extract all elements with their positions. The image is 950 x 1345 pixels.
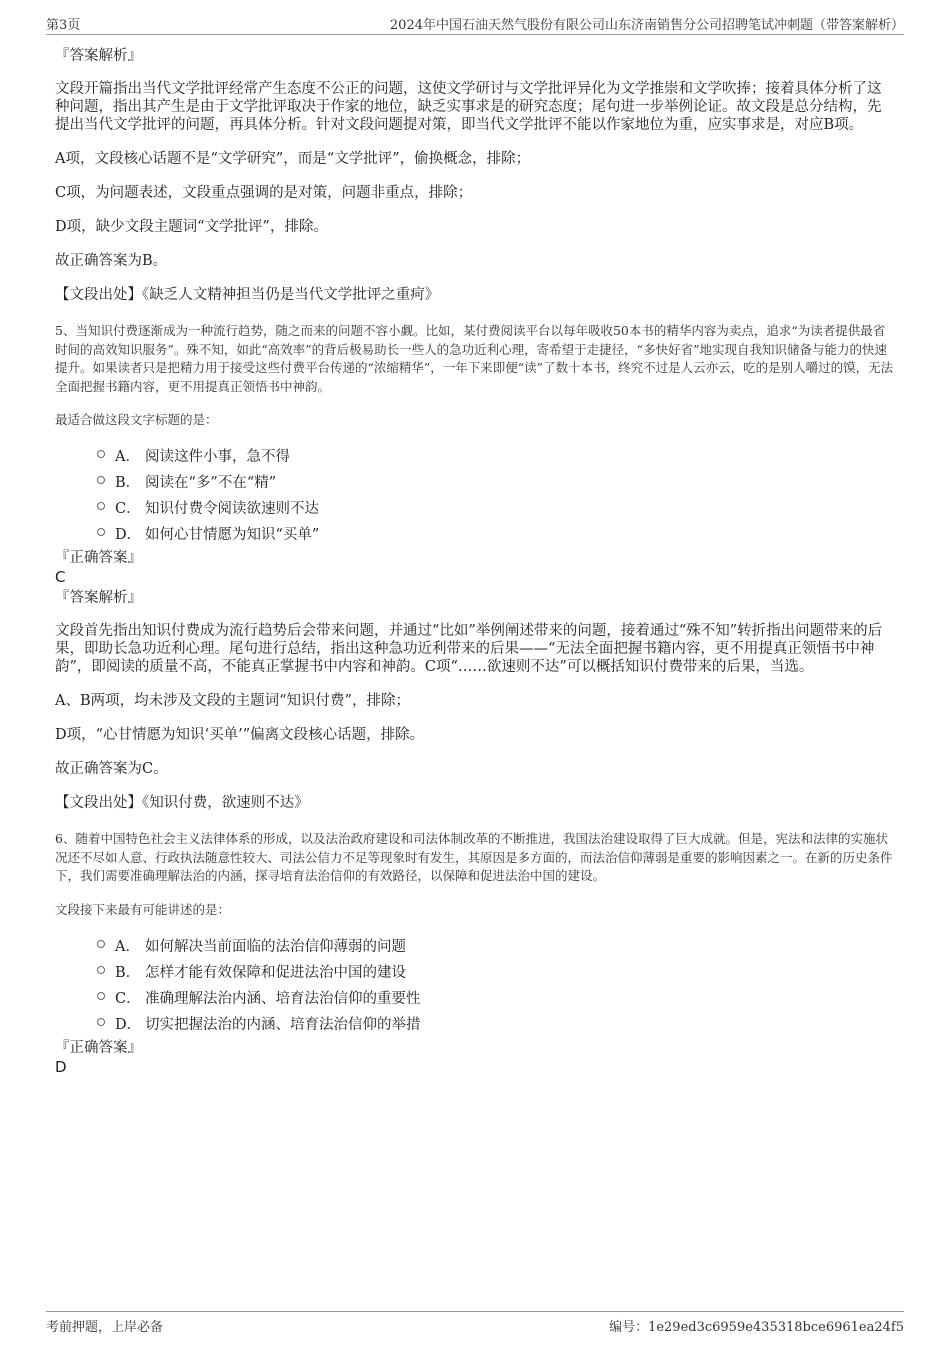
- option-a[interactable]: [55, 442, 895, 468]
- analysis-conclusion: 故正确答案为C。: [55, 761, 168, 777]
- analysis-point: A、B两项，均未涉及文段的主题词“知识付费”，排除；: [55, 693, 410, 709]
- option-letter: D．: [115, 1016, 142, 1033]
- radio-icon[interactable]: [97, 966, 105, 974]
- option-b[interactable]: [55, 958, 895, 984]
- correct-answer: D: [55, 1057, 67, 1076]
- question-stem: 6、随着中国特色社会主义法律体系的形成，以及法治政府建设和司法体制改革的不断推进，我国法治建设取得了巨大成就。但是，宪法和法律的实施状况还不尽如人意、行政执法随意性较大、司法公信力不足等现象时有发生，其原因是多方面的，而法治信仰薄弱是重要的影响因素之一。在新的历史条件下，我们需要准确理解法治的内涵，探寻培育法治信仰的有效路径，以保障和促进法治中国的建设。: [55, 831, 893, 883]
- option-list: [55, 932, 895, 1036]
- option-c[interactable]: [55, 494, 895, 520]
- option-list: [55, 442, 895, 546]
- radio-icon[interactable]: [97, 992, 105, 1000]
- document-title: 2024年中国石油天然气股份有限公司山东济南销售分公司招聘笔试冲刺题（带答案解析）: [389, 18, 904, 33]
- page-footer: [46, 1311, 904, 1336]
- radio-icon[interactable]: [97, 528, 105, 536]
- page-header: [46, 12, 904, 35]
- option-letter: C．: [115, 501, 141, 517]
- option-text: 怎样才能有效保障和促进法治中国的建设: [145, 964, 406, 981]
- radio-icon[interactable]: [97, 476, 105, 484]
- option-letter: B．: [115, 964, 141, 981]
- option-text: 如何解决当前面临的法治信仰薄弱的问题: [145, 938, 406, 955]
- option-letter: B．: [115, 475, 141, 491]
- option-text: 切实把握法治的内涵、培育法治信仰的举措: [145, 1016, 421, 1033]
- option-d[interactable]: [55, 1010, 895, 1036]
- footer-slogan: 考前押题，上岸必备: [46, 1320, 164, 1335]
- analysis-conclusion: 故正确答案为B。: [55, 253, 168, 269]
- analysis-point: A项，文段核心话题不是“文学研究”，而是“文学批评”，偷换概念，排除；: [55, 151, 531, 167]
- radio-icon[interactable]: [97, 1018, 105, 1026]
- analysis-text: 文段开篇指出当代文学批评经常产生态度不公正的问题，这使文学研讨与文学批评异化为文学推崇和文学吹捧；接着具体分析了这种问题，指出其产生是由于文学批评取决于作家的地位，缺乏实事求是的研究态度；尾句进一步举例论证。故文段是总分结构，先提出当代文学批评的问题，再具体分析。针对文段问题提对策，即当代文学批评不能以作家地位为重，应实事求是，对应B项。: [55, 81, 882, 133]
- analysis-point: C项，为问题表述，文段重点强调的是对策，问题非重点，排除；: [55, 185, 473, 201]
- analysis-point: D项，“心甘情愿为知识‘买单’”偏离文段核心话题，排除。: [55, 727, 425, 743]
- option-text: 知识付费令阅读欲速则不达: [145, 501, 319, 517]
- option-a[interactable]: [55, 932, 895, 958]
- option-d[interactable]: [55, 520, 895, 546]
- option-text: 如何心甘情愿为知识“买单”: [145, 527, 320, 543]
- correct-answer: C: [55, 568, 66, 586]
- correct-answer-label: 『正确答案』: [55, 1039, 142, 1056]
- analysis-label: 『答案解析』: [55, 590, 142, 606]
- source-citation: 【文段出处】《知识付费，欲速则不达》: [55, 795, 309, 811]
- document-code: 编号：1e29ed3c6959e435318bce6961ea24f5: [609, 1320, 904, 1335]
- analysis-text: 文段首先指出知识付费成为流行趋势后会带来问题，并通过“比如”举例阐述带来的问题，接着通过“殊不知”转折指出问题带来的后果，即助长急功近利心理。尾句进行总结，指出这种急功近利带来的后果——“无法全面把握书籍内容，更不用提真正领悟书中神韵”，即阅读的质量不高，不能真正掌握书中内容和神韵。C项“……欲速则不达”可以概括知识付费带来的后果，当选。: [55, 623, 883, 675]
- page-content: [55, 44, 895, 1076]
- option-text: 阅读这件小事，急不得: [145, 449, 290, 465]
- correct-answer-label: 『正确答案』: [55, 550, 142, 566]
- page-number: 第3页: [46, 18, 81, 33]
- radio-icon[interactable]: [97, 940, 105, 948]
- option-letter: C．: [115, 990, 141, 1007]
- question-prompt: 文段接下来最有可能讲述的是：: [55, 901, 231, 917]
- option-c[interactable]: [55, 984, 895, 1010]
- question-stem: 5、当知识付费逐渐成为一种流行趋势，随之而来的问题不容小觑。比如，某付费阅读平台以每年吸收50本书的精华内容为卖点，追求“为读者提供最省时间的高效知识服务”。殊不知，如此“高效率”的背后极易助长一些人的急功近利心理，寄希望于走捷径，“多快好省”地实现自我知识储备与能力的快速提升。如果读者只是把精力用于接受这些付费平台传递的“浓缩精华”，一年下来即便“读”了数十本书，终究不过是人云亦云，吃的是别人嚼过的馍，无法全面把握书籍内容，更不用提真正领悟书中神韵。: [55, 323, 894, 394]
- source-citation: 【文段出处】《缺乏人文精神担当仍是当代文学批评之重疴》: [55, 287, 440, 303]
- option-b[interactable]: [55, 468, 895, 494]
- radio-icon[interactable]: [97, 450, 105, 458]
- analysis-point: D项，缺少文段主题词“文学批评”，排除。: [55, 219, 328, 235]
- option-letter: D．: [115, 527, 142, 543]
- question-prompt: 最适合做这段文字标题的是：: [55, 412, 218, 427]
- option-text: 准确理解法治内涵、培育法治信仰的重要性: [145, 990, 421, 1007]
- option-letter: A．: [115, 449, 140, 465]
- analysis-label: 『答案解析』: [55, 48, 142, 64]
- radio-icon[interactable]: [97, 502, 105, 510]
- option-letter: A．: [115, 938, 140, 955]
- option-text: 阅读在“多”不在“精”: [145, 475, 277, 491]
